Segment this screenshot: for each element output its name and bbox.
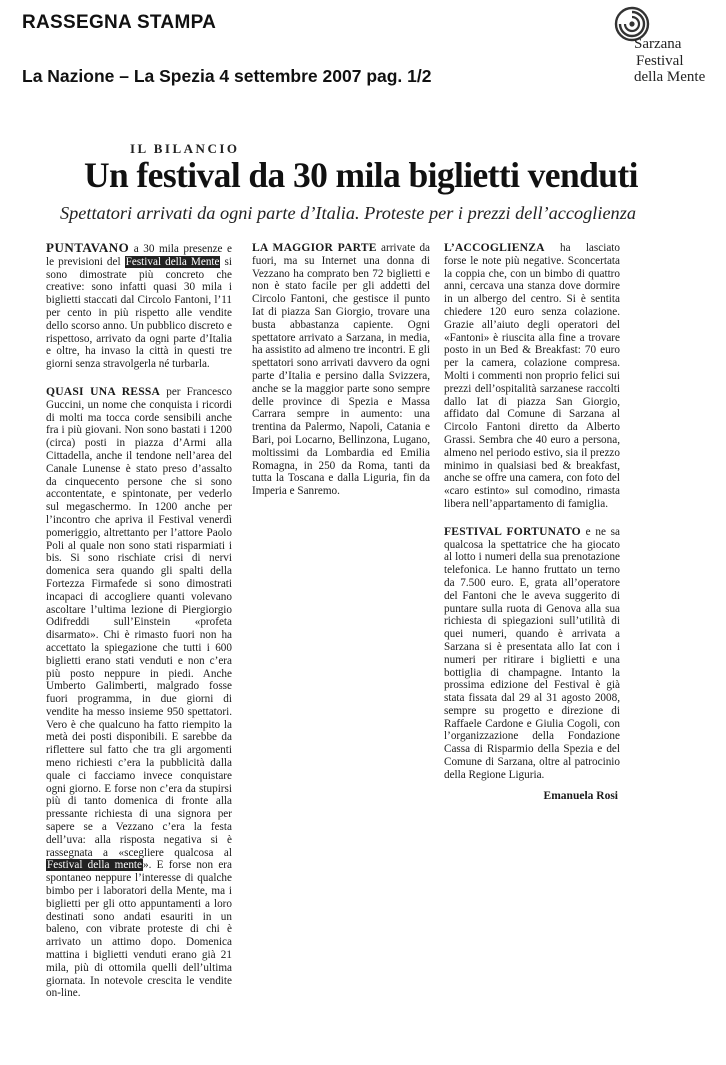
article-paragraph [444,526,620,782]
article-column-2 [252,241,430,498]
paragraph-text: per Francesco Guccini, un nome che conquista i ricordi di molti ma tocca corde sensibili anche fra i più giovani. Non sono bastati i 1200 (circa) posti in piazza d’Armi alla Cittadella, anche il tendone nell’area del Canale Lunense è stato preso d’assalto da cinquecento persone che si sono accontentate, e spintonate, per vederlo sul megaschermo. In 1200 anche per l’incontro che apriva il Festival venerdì pomeriggio, altrettanto per l’attore Paolo Poli al quale non sono stati risparmiati i bis. Si sono rischiate crisi di nervi domenica sera quando gli spalti della Fortezza Firmafede si sono dimostrati incapaci di accogliere quanti volevano ascoltare l’ultima lezione di Piergiorgio Odifreddi sull’Einstein «profeta disarmato». Chi è rimasto fuori non ha accettato la spiegazione che tutti i 600 biglietti erano stati venduti e non c’era più posto neppure in piedi. Anche Umberto Galimberti, malgrado fosse fuori programma, in due giorni di vendite ha messo insieme 950 spettatori. Vero è che qualcuno ha fatto riempito la metà dei posti disponibili. E sarebbe da riflettere sul fatto che tra gli argomenti meno richiesti c’era la pubblicità dalla quale ci facciamo invece conquistare ogni giorno. E forse non c’era da stupirsi più di tanto domenica di fronte alla pressante richiesta di una signora per sapere se a Vezzano c’era la festa dell’uva: alla risposta negativa si è rassegnata a «scegliere qualcosa al [46,385,233,859]
byline: Emanuela Rosi [543,789,618,802]
article-paragraph [252,242,430,498]
paragraph-text: si sono dimostrate più concreto che creative: sono infatti quasi 30 mila i biglietti staccati dal Circolo Fantoni, l’11 per cento in più rispetto alle vendite dello scorso anno. Un pubblico discreto e rispettoso, arrivato da ogni parte d’Italia e oltre, ha invaso la città in questi tre giorni senza stravolgerla né turbarla. [46,255,232,371]
festival-logo [606,6,716,86]
press-review-label: RASSEGNA STAMPA [22,12,217,33]
article-paragraph [46,386,232,1000]
article-paragraph [444,242,620,511]
article-column-1 [46,242,232,1032]
highlighted-term: Festival della mente [47,859,142,872]
logo-line-2: Festival [636,53,684,69]
paragraph-text: arrivate da fuori, ma su Internet una donna di Vezzano ha comprato ben 72 biglietti e non è stato facile per gli addetti del Circolo Fantoni, che gestisce il punto Iat di piazza San Giorgio, trovare una busta abbastanza capiente. Ogni spettatore arrivato a Sarzana, in media, ha assistito ad almeno tre incontri. E gli spettatori sono arrivati davvero da ogni parte d’Italia e persino dalla Svizzera, anche se la maggior parte sono sempre delle province di Spezia e Massa Carrara sempre in aumento: una trentina da Palermo, Napoli, Catania e Bari, poi Locarno, Bellinzona, Lugano, moltissimi da Lombardia ed Emilia Romagna, in 250 da Roma, tanti da tutta la Toscana e dalla Liguria, fin da Imperia e Sanremo. [252,242,430,498]
logo-line-1: Sarzana [634,36,682,52]
paragraph-lead: LA MAGGIOR PARTE [252,241,377,254]
article-headline: Un festival da 30 mila biglietti venduti [84,155,638,195]
paragraph-lead: QUASI UNA RESSA [46,384,161,398]
article-subhead: Spettatori arrivati da ogni parte d’Italia. Proteste per i prezzi dell’accoglienza [60,203,636,223]
paragraph-text: ha lasciato forse le note più negative. Sconcertata la coppia che, con un bimbo di quattro anni, cercava una stanza dove dormire in un albergo del centro. Si è sentita chiedere 120 euro senza colazione. Grazie all’aiuto degli operatori del «Fantoni» è riuscita alla fine a trovare posto in un Bed & Breakfast: 70 euro per la camera, colazione compresa. Molti i commenti non proprio felici sui prezzi dell’ospitalità sarzanese raccolti dallo Iat di piazza San Giorgio, affidato dal Comune di Sarzana al Circolo Fantoni diretto da Alberto Grassi. Sembra che 40 euro a persona, almeno nel periodo estivo, sia il prezzo minimo in qualsiasi bed & breakfast, anche se offre una camera, con foto del «caro estinto» sul comodino, rimasta libera nell’appartamento di famiglia. [444,242,620,510]
logo-line-3: della Mente [634,69,706,85]
paragraph-text: a 30 mila presenze e le previsioni del [46,243,232,268]
article-kicker: IL BILANCIO [130,141,240,156]
source-line: La Nazione – La Spezia 4 settembre 2007 pag. 1/2 [22,66,432,86]
article-paragraph [46,242,232,371]
highlighted-term: Festival della Mente [125,255,220,268]
paragraph-lead: L’ACCOGLIENZA [444,241,545,254]
paragraph-text: ». E forse non era spontaneo neppure l’interesse di qualche bimbo per i laboratori della Mente, ma i biglietti per gli otto appuntamenti a loro destinati sono andati esauriti in un baleno, con vibrate proteste di chi è arrivato un attimo dopo. Domenica mattina i biglietti venduti erano già 21 mila, più di ottomila quelli dell’ultima giornata. In notevole crescita le vendite on-line. [46,859,232,1000]
paragraph-text: e ne sa qualcosa la spettatrice che ha giocato al lotto i numeri della sua prenotazione telefonica. Le hanno fruttato un terno da 7.500 euro. E, grata all’operatore del Fantoni che le aveva suggerito di puntare sulla ruota di Genova alla sua richiesta di spiegazioni sull’utilità di quei numeri, quando è arrivata a Sarzana si è presentata allo Iat con i numeri per ritirare i biglietti e una bottiglia di champagne. Intanto la prossima edizione del Festival è già stata fissata dal 29 al 31 agosto 2008, sempre su progetto e direzione di Raffaele Cardone e Giulia Cogoli, con l’organizzazione della Fondazione Cassa di Risparmio della Spezia e del Comune di Sarzana, oltre al patrocinio della Regione Liguria. [444,525,620,781]
paragraph-lead: FESTIVAL FORTUNATO [444,524,581,538]
paragraph-lead: PUNTAVANO [46,240,130,255]
article-column-3 [444,242,620,902]
